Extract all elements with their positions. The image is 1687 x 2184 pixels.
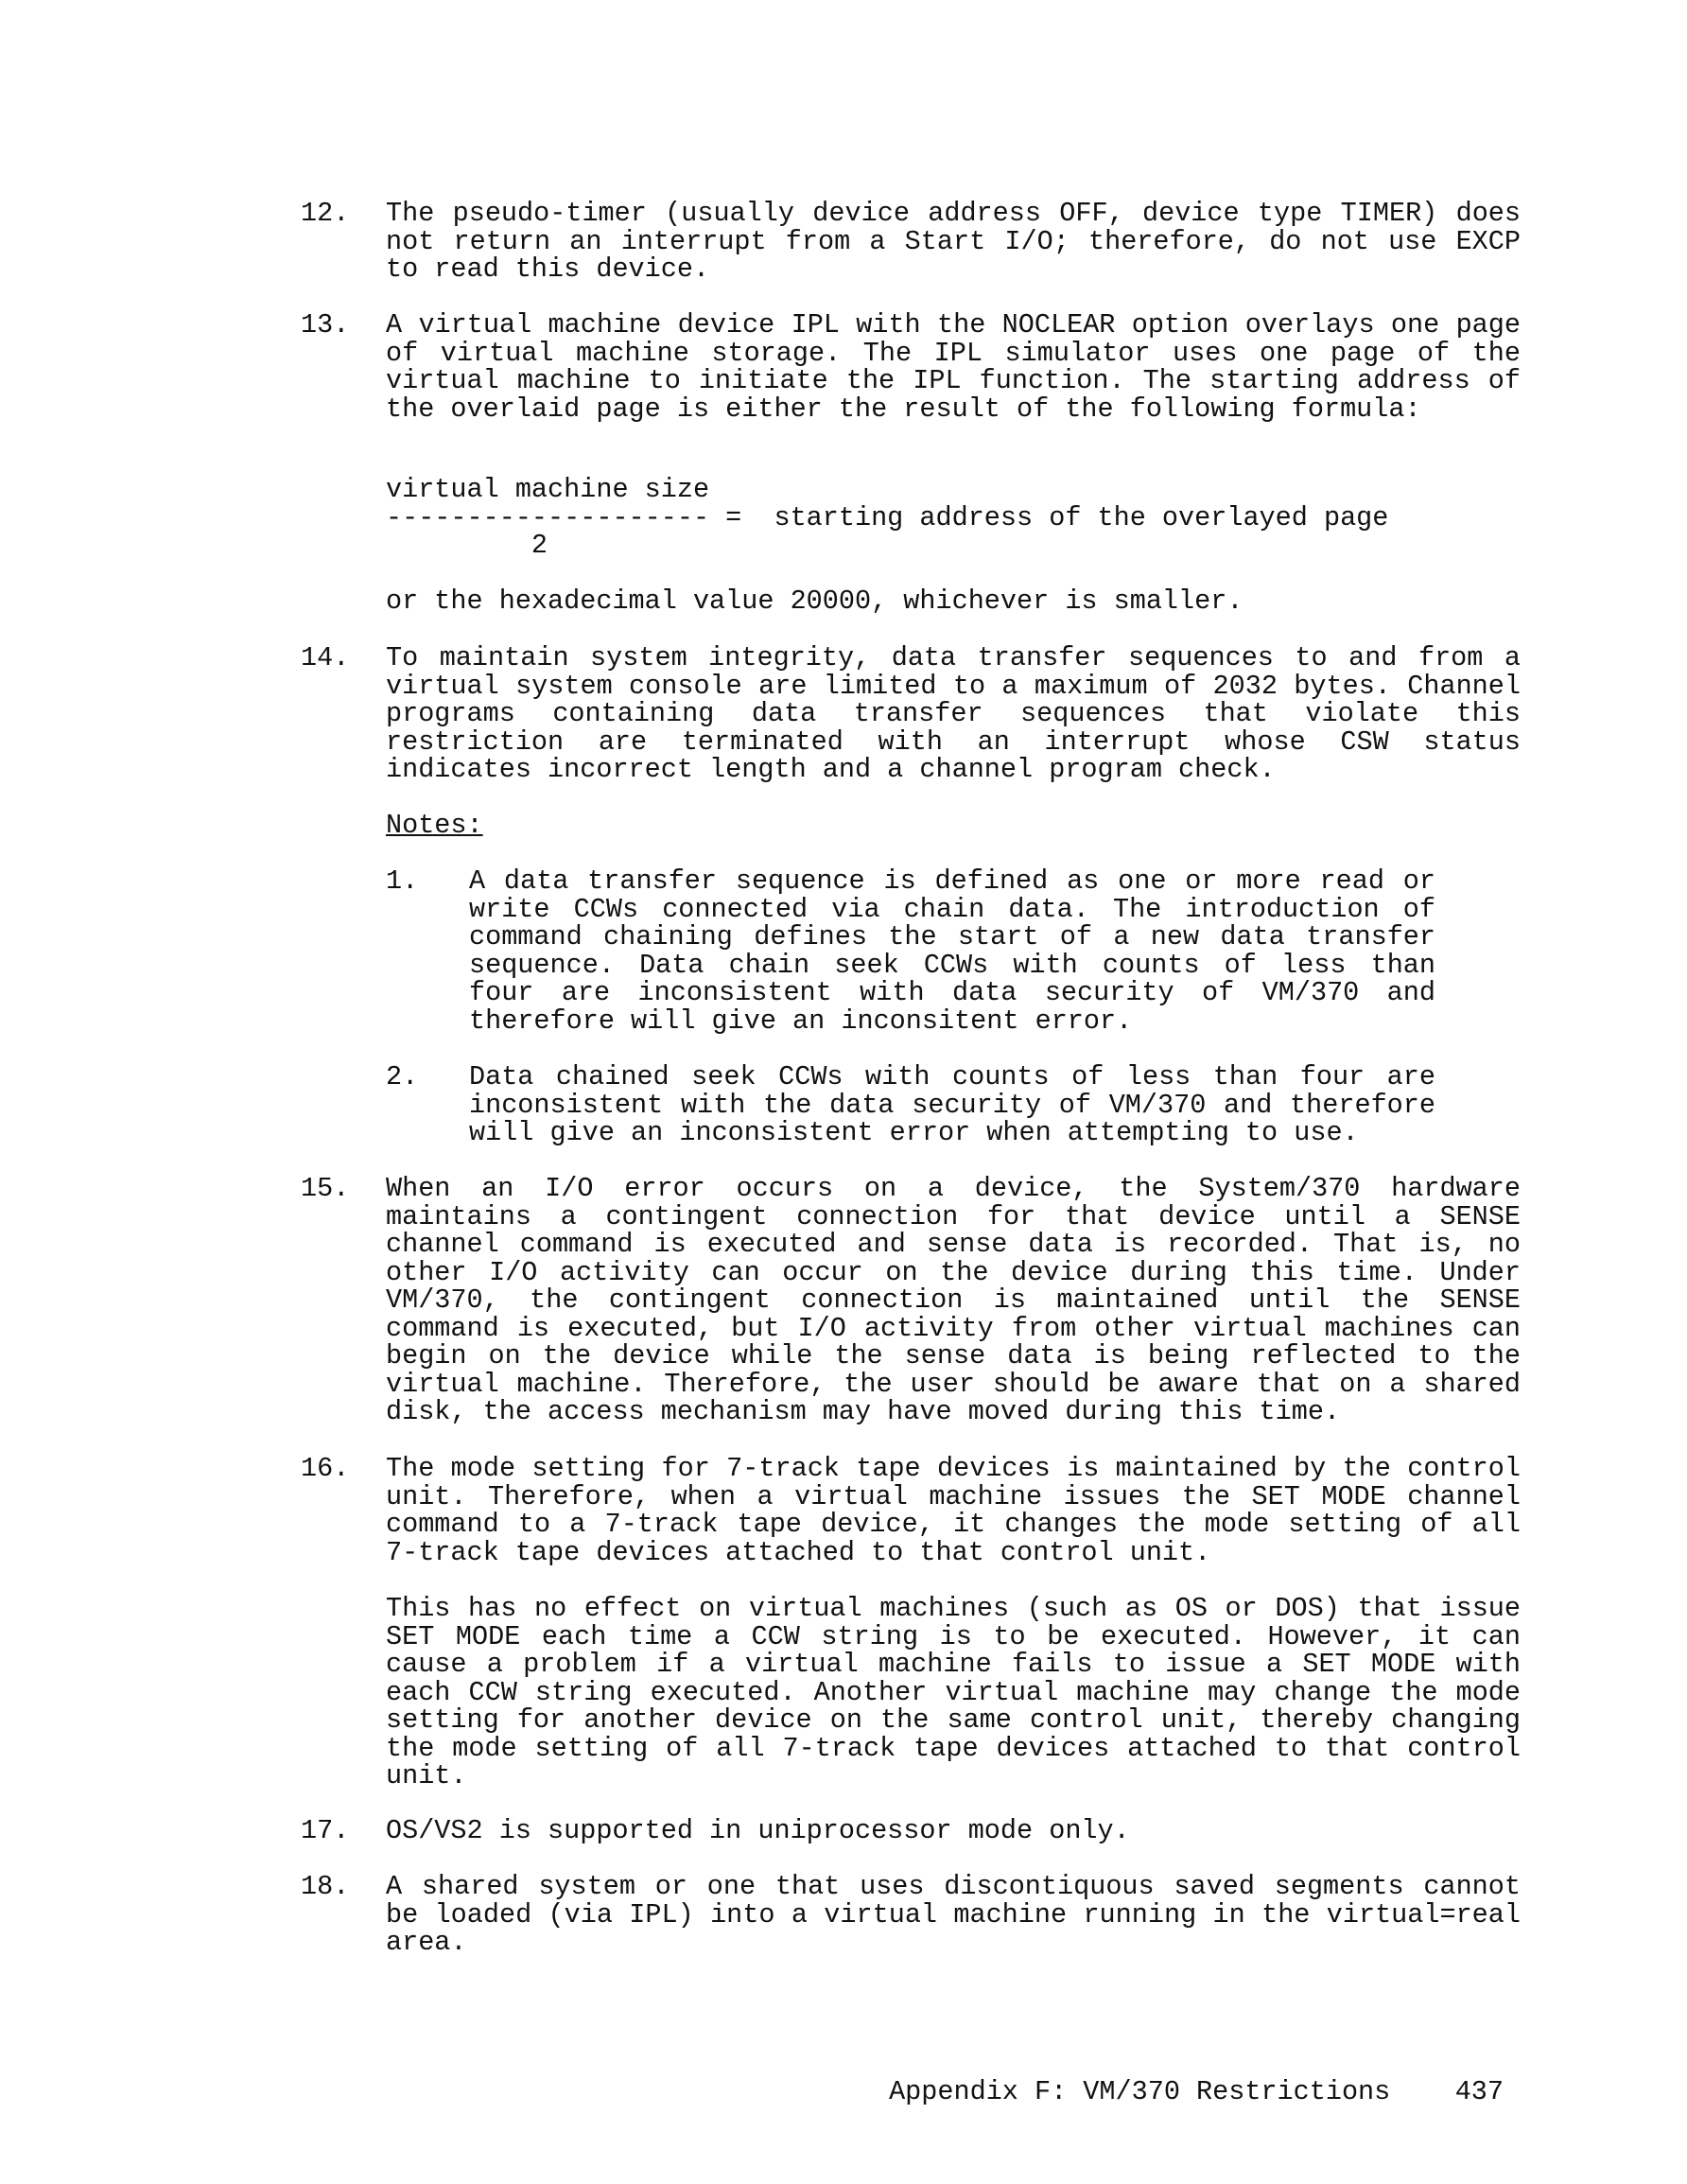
item-number: 14. — [301, 642, 350, 673]
item-text: The mode setting for 7-track tape devices is maintained by the control unit. Therefore, when a virtual machine issues the SET MODE channel command to a 7-track tape device, it changes the mode setting of all 7-track tape devices attached to that control unit. — [386, 1453, 1521, 1568]
note-text: A data transfer sequence is defined as one or more read or write CCWs connected via chain data. The introduction of command chaining defines the start of a new data transfer sequence. Data chain seek CCWs with counts of less than four are inconsistent with data security of VM/370 and therefore will give an inconsitent error. — [469, 865, 1435, 1037]
item-text: A virtual machine device IPL with the NOCLEAR option overlays one page of virtual machine storage. The IPL simulator uses one page of the virtual machine to initiate the IPL function. The starting address of the overlaid page is either the result of the following formula: — [386, 309, 1521, 425]
page-number: 437 — [1454, 2076, 1504, 2107]
item-text: or the hexadecimal value 20000, whichever is smaller. — [386, 585, 1244, 617]
item-text: This has no effect on virtual machines (such as OS or DOS) that issue SET MODE each time a CCW string is to be executed. However, it can cause a problem if a virtual machine fails to issue a SET MODE with each CCW string executed. Another virtual machine may change the mode setting for another device on the same control unit, thereby changing the mode setting of all 7-track tape devices attached to that control unit. — [386, 1593, 1521, 1791]
note-number: 1. — [386, 865, 419, 897]
item-number: 17. — [301, 1815, 350, 1846]
item-text: The pseudo-timer (usually device address OFF, device type TIMER) does not return an interrupt from a Start I/O; therefore, do not use EXCP to read this device. — [386, 198, 1521, 285]
formula-fraction-line: -------------------- = starting address of the overlayed page — [386, 501, 1389, 533]
item-number: 12. — [301, 198, 350, 229]
item-text: To maintain system integrity, data transfer sequences to and from a virtual system console are limited to a maximum of 2032 bytes. Channel programs containing data transfer sequences that violate this restriction are terminated with an interrupt whose CSW status indicates incorrect length and a channel program check. — [386, 642, 1521, 785]
note-text: Data chained seek CCWs with counts of less than four are inconsistent with the data security of VM/370 and therefore will give an inconsistent error when attempting to use. — [469, 1061, 1435, 1148]
item-number: 15. — [301, 1173, 350, 1204]
item-number: 13. — [301, 309, 350, 341]
notes-heading: Notes: — [386, 810, 483, 841]
footer-title: Appendix F: VM/370 Restrictions — [889, 2076, 1391, 2107]
item-text: When an I/O error occurs on a device, the System/370 hardware maintains a contingent connection for that device until a SENSE channel command is executed and sense data is recorded. That is, no other I/O activity can occur on the device during this time. Under VM/370, the contingent connection is maintained until the SENSE command is executed, but I/O activity from other virtual machines can begin on the device while the sense data is being reflected to the virtual machine. Therefore, the user should be aware that on a shared disk, the access mechanism may have moved during this time. — [386, 1173, 1521, 1427]
formula-denominator: 2 — [386, 530, 548, 561]
note-number: 2. — [386, 1061, 419, 1092]
item-text: OS/VS2 is supported in uniprocessor mode only. — [386, 1815, 1130, 1846]
item-number: 16. — [301, 1453, 350, 1484]
page-footer — [879, 2078, 1504, 2106]
item-text: A shared system or one that uses discontiquous saved segments cannot be loaded (via IPL) into a virtual machine running in the virtual=real area. — [386, 1871, 1521, 1958]
item-number: 18. — [301, 1871, 350, 1902]
formula-numerator: virtual machine size — [386, 474, 710, 505]
